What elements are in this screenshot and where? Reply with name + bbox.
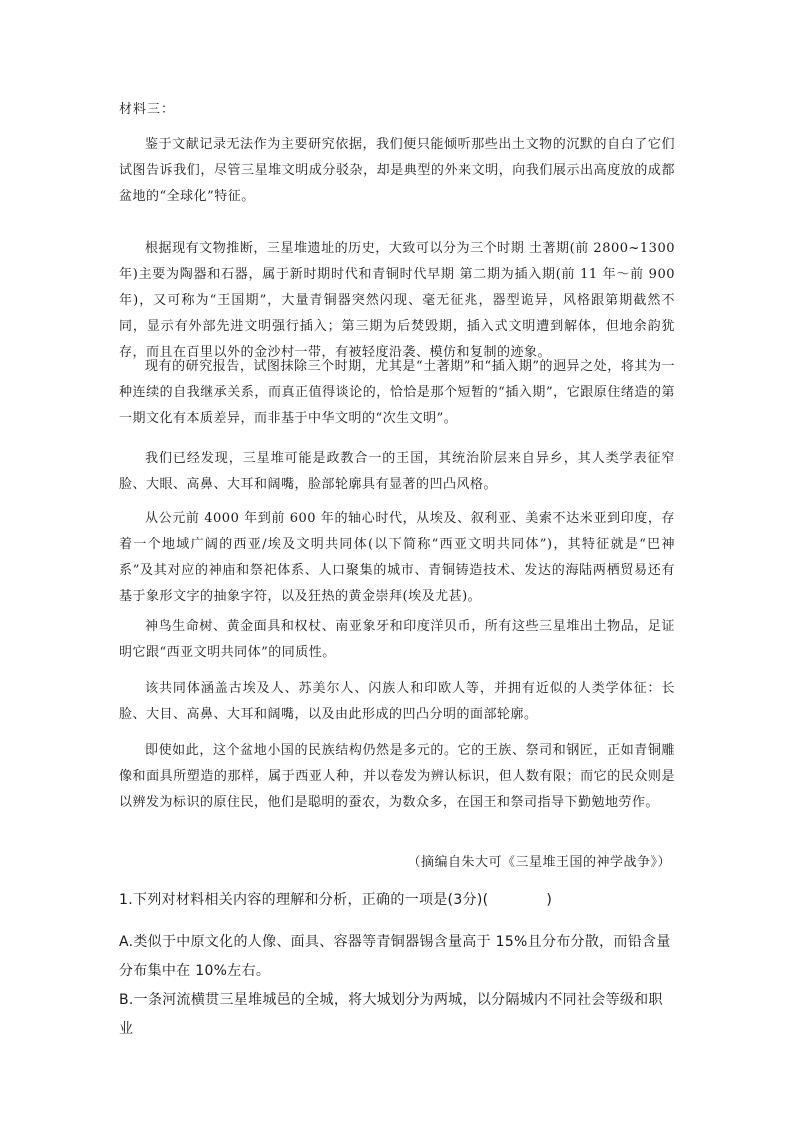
paragraph-7: 该共同体涵盖古埃及人、苏美尔人、闪族人和印欧人等，并拥有近似的人类学体征：长脸、大目、高鼻、大耳和阔嘴，以及由此形成的凹凸分明的面部轮廓。 bbox=[119, 681, 675, 722]
paragraph-5: 从公元前 4000 年到前 600 年的轴心时代，从埃及、叙利亚、美索不达米亚到印度，存着一个地域广阔的西亚/埃及文明共同体(以下简称“西亚文明共同体”)，其特征就是“巴神系”及其对应的神庙和祭祀体系、人口聚集的城市、青铜铸造技术、发达的海陆两栖贸易还有基于象形文字的抽象字符，以及狂热的黄金崇拜(埃及尤甚)。 bbox=[119, 511, 675, 604]
paragraph-4: 我们已经发现，三星堆可能是政教合一的王国，其统治阶层来自异乡，其人类学表征窄脸、大眼、高鼻、大耳和阔嘴，脸部轮廓具有显著的凹凸风格。 bbox=[119, 451, 675, 492]
paragraph-1: 鉴于文献记录无法作为主要研究依据，我们便只能倾听那些出土文物的沉默的自白了它们试图告诉我们，尽管三星堆文明成分驳杂，却是典型的外来文明，向我们展示出高度放的成都盆地的“全球化”特征。 bbox=[119, 137, 675, 204]
option-b[interactable]: B.一条河流横贯三星堆城邑的全城，将大城划分为两城，以分隔城内不同社会等级和职业 bbox=[119, 992, 663, 1037]
question-close: ) bbox=[546, 892, 553, 908]
section-heading: 材料三： bbox=[119, 102, 176, 117]
paragraph-6: 神鸟生命树、黄金面具和权杖、南亚象牙和印度洋贝币，所有这些三星堆出土物品，足证明它跟“西亚文明共同体”的同质性。 bbox=[119, 619, 675, 660]
paragraph-3: 现有的研究报告，试图抹除三个时期，尤其是“土著期”和“插入期”的迥异之处，将其为一种连续的自我继承关系，而真正值得谈论的，恰恰是那个短暂的“插入期”，它跟原住绪造的第一期文化有本质差异，而非基于中华文明的“次生文明”。 bbox=[119, 359, 675, 426]
source-citation: （摘编自朱大可《三星堆王国的神学战争》） bbox=[407, 855, 671, 870]
paragraph-2: 根据现有文物推断，三星堆遗址的历史，大致可以分为三个时期 土著期(前 2800~1300 年)主要为陶器和石器，属于新时期时代和青铜时代早期 第二期为插入期(前 11 年～前 900 年)，又可称为“王国期”，大量青铜器突然闪现、毫无征兆，器型诡异，风格跟第期截然不同，显示有外部先进文明强行插入；第三期为后焚毁期，插入式文明遭到解体，但地余韵犹存，而且在百里以外的金沙村一带，有被轻度沿袭、模仿和复制的迹象。 bbox=[119, 241, 675, 360]
question-text: 1.下列对材料相关内容的理解和分析，正确的一项是(3分)( bbox=[119, 892, 489, 908]
option-a[interactable]: A.类似于中原文化的人像、面具、容器等青铜器锡含量高于 15%且分布分散，而铅含量分布集中在 10%左右。 bbox=[119, 934, 671, 979]
question-stem bbox=[119, 886, 675, 915]
paragraph-8: 即使如此，这个盆地小国的民族结构仍然是多元的。它的王族、祭司和钢匠，正如青铜雕像和面具所塑造的那样，属于西亚人种，并以卷发为辨认标识，但人数有限；而它的民众则是以辨发为标识的原住民，他们是聪明的蚕农，为数众多，在国王和祭司指导下勤勉地劳作。 bbox=[119, 743, 675, 810]
